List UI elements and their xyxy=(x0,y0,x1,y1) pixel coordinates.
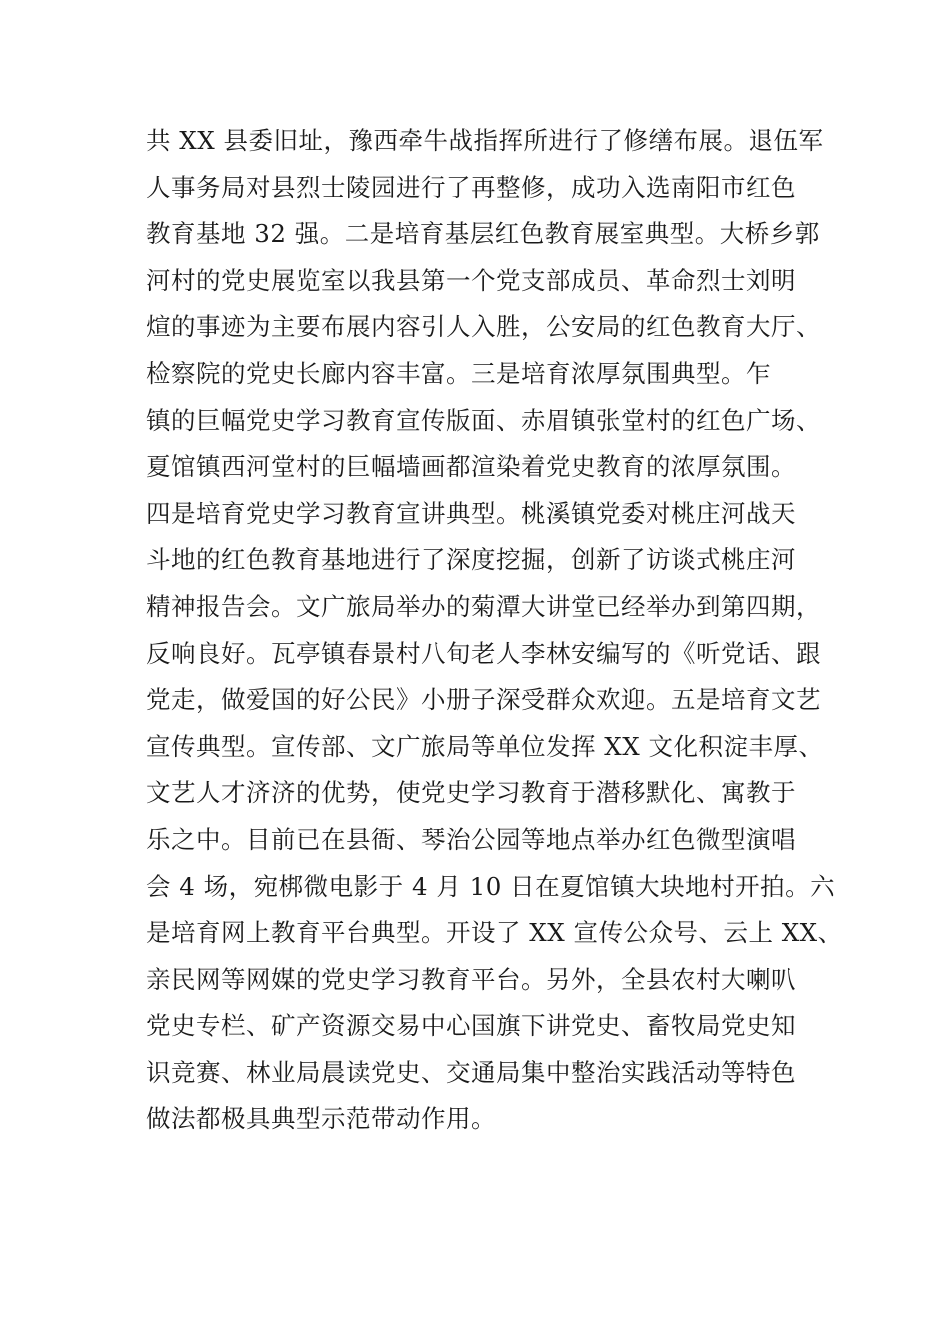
text-line: 做法都极具典型示范带动作用。 xyxy=(146,1104,496,1134)
text-line: 乐之中。目前已在县衙、琴治公园等地点举办红色微型演唱 xyxy=(146,824,796,854)
text-line: 煊的事迹为主要布展内容引人入胜，公安局的红色教育大厅、 xyxy=(146,312,821,342)
text-line: 教育基地 32 强。二是培育基层红色教育展室典型。大桥乡郭 xyxy=(146,219,820,249)
text-line: 是培育网上教育平台典型。开设了 XX 宣传公众号、云上 XX、 xyxy=(146,918,843,948)
text-line: 党走，做爱国的好公民》小册子深受群众欢迎。五是培育文艺 xyxy=(146,685,821,715)
text-line: 反响良好。瓦亭镇春景村八旬老人李林安编写的《听党话、跟 xyxy=(146,638,821,668)
text-line: 识竞赛、林业局晨读党史、交通局集中整治实践活动等特色 xyxy=(146,1057,796,1087)
text-line: 斗地的红色教育基地进行了深度挖掘，创新了访谈式桃庄河 xyxy=(146,545,796,575)
text-line: 检察院的党史长廊内容丰富。三是培育浓厚氛围典型。乍 xyxy=(146,358,771,388)
text-line: 四是培育党史学习教育宣讲典型。桃溪镇党委对桃庄河战天 xyxy=(146,498,796,528)
text-line: 宣传典型。宣传部、文广旅局等单位发挥 XX 文化积淀丰厚、 xyxy=(146,731,824,761)
text-line: 河村的党史展览室以我县第一个党支部成员、革命烈士刘明 xyxy=(146,265,796,295)
text-line: 亲民网等网媒的党史学习教育平台。另外，全县农村大喇叭 xyxy=(146,964,796,994)
text-line: 文艺人才济济的优势，使党史学习教育于潜移默化、寓教于 xyxy=(146,778,796,808)
text-line: 会 4 场，宛梆微电影于 4 月 10 日在夏馆镇大块地村开拍。六 xyxy=(146,871,836,901)
body-paragraph xyxy=(146,118,843,1143)
text-line: 精神报告会。文广旅局举办的菊潭大讲堂已经举办到第四期， xyxy=(146,591,821,621)
text-line: 共 XX 县委旧址，豫西牵牛战指挥所进行了修缮布展。退伍军 xyxy=(146,126,824,155)
text-line: 夏馆镇西河堂村的巨幅墙画都渲染着党史教育的浓厚氛围。 xyxy=(146,452,796,482)
text-line: 人事务局对县烈士陵园进行了再整修，成功入选南阳市红色 xyxy=(146,172,796,202)
text-line: 党史专栏、矿产资源交易中心国旗下讲党史、畜牧局党史知 xyxy=(146,1011,796,1041)
text-line: 镇的巨幅党史学习教育宣传版面、赤眉镇张堂村的红色广场、 xyxy=(146,405,821,435)
